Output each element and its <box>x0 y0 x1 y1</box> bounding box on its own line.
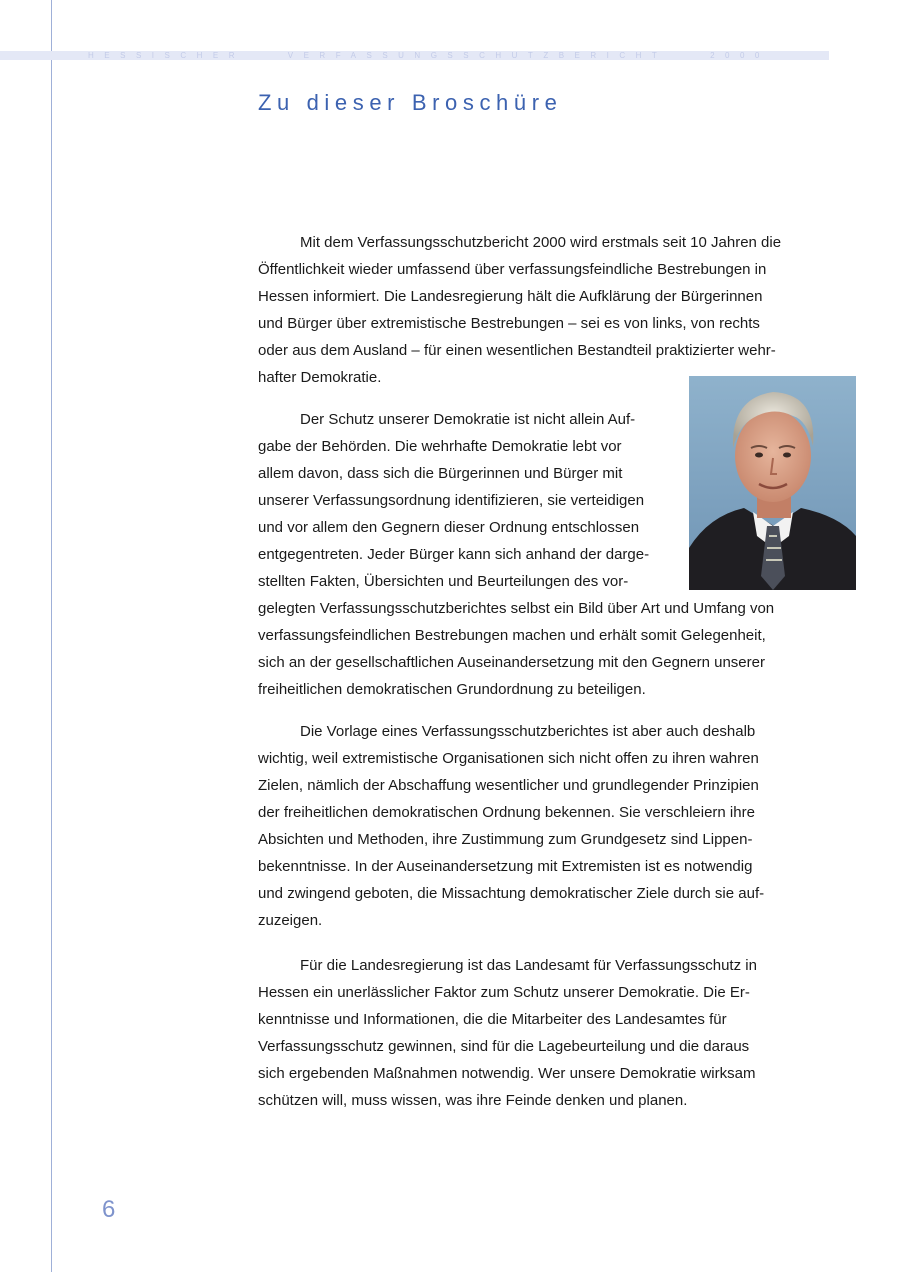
text-line: zuzeigen. <box>258 912 323 929</box>
running-header-word: VERFASSUNGSSCHUTZBERICHT <box>287 51 668 60</box>
text-line: gelegten Verfassungsschutzberichtes selbst ein Bild über Art und Umfang von <box>258 600 775 617</box>
running-header-word: 2000 <box>710 51 770 60</box>
paragraph-3 <box>258 718 764 934</box>
text-line: oder aus dem Ausland – für einen wesentlichen Bestandteil praktizierter wehr- <box>258 342 776 359</box>
page-title: Zu dieser Broschüre <box>258 90 563 115</box>
text-line: freiheitlichen demokratischen Grundordnung zu beteiligen. <box>258 681 646 698</box>
text-line: Absichten und Methoden, ihre Zustimmung zum Grundgesetz sind Lippen- <box>258 831 753 848</box>
paragraph-4 <box>258 952 757 1114</box>
paragraph-1 <box>258 229 781 391</box>
text-line: stellten Fakten, Übersichten und Beurteilungen des vor- <box>258 573 629 590</box>
text-line: allem davon, dass sich die Bürgerinnen und Bürger mit <box>258 465 623 482</box>
text-line: Hessen informiert. Die Landesregierung hält die Aufklärung der Bürgerinnen <box>258 288 763 305</box>
running-header <box>88 50 828 61</box>
text-line: Für die Landesregierung ist das Landesamt für Verfassungsschutz in <box>300 957 757 974</box>
text-line: entgegentreten. Jeder Bürger kann sich anhand der darge- <box>258 546 650 563</box>
running-header-word: HESSISCHER <box>88 51 246 60</box>
text-line: Hessen ein unerlässlicher Faktor zum Schutz unserer Demokratie. Die Er- <box>258 984 750 1001</box>
text-line: Verfassungsschutz gewinnen, sind für die Lagebeurteilung und die daraus <box>258 1038 750 1055</box>
margin-rule <box>51 0 52 1272</box>
text-line: verfassungsfeindlichen Bestrebungen machen und erhält somit Gelegenheit, <box>258 627 766 644</box>
text-line: wichtig, weil extremistische Organisationen sich nicht offen zu ihren wahren <box>258 750 759 767</box>
text-line: hafter Demokratie. <box>258 369 382 386</box>
text-line: schützen will, muss wissen, was ihre Feinde denken und planen. <box>258 1092 688 1109</box>
text-line: der freiheitlichen demokratischen Ordnung bekennen. Sie verschleiern ihre <box>258 804 755 821</box>
page-number: 6 <box>102 1196 116 1223</box>
text-line: unserer Verfassungsordnung identifizieren, sie verteidigen <box>258 492 645 509</box>
text-line: sich ergebenden Maßnahmen notwendig. Wer unsere Demokratie wirksam <box>258 1065 756 1082</box>
text-line: und zwingend geboten, die Missachtung demokratischer Ziele durch sie auf- <box>258 885 765 902</box>
text-line: Mit dem Verfassungsschutzbericht 2000 wird erstmals seit 10 Jahren die <box>300 234 782 251</box>
text-line: Die Vorlage eines Verfassungsschutzberichtes ist aber auch deshalb <box>300 723 756 740</box>
paragraph-2 <box>258 406 774 703</box>
text-line: Öffentlichkeit wieder umfassend über verfassungsfeindliche Bestrebungen in <box>258 261 767 278</box>
text-line: bekenntnisse. In der Auseinandersetzung mit Extremisten ist es notwendig <box>258 858 753 875</box>
text-line: Zielen, nämlich der Abschaffung wesentlicher und grundlegender Prinzipien <box>258 777 759 794</box>
text-line: sich an der gesellschaftlichen Auseinandersetzung mit den Gegnern unserer <box>258 654 765 671</box>
text-line: und vor allem den Gegnern dieser Ordnung entschlossen <box>258 519 640 536</box>
text-line: kenntnisse und Informationen, die die Mitarbeiter des Landesamtes für <box>258 1011 727 1028</box>
text-line: und Bürger über extremistische Bestrebungen – sei es von links, von rechts <box>258 315 760 332</box>
text-line: gabe der Behörden. Die wehrhafte Demokratie lebt vor <box>258 438 622 455</box>
text-line: Der Schutz unserer Demokratie ist nicht allein Auf- <box>300 411 636 428</box>
